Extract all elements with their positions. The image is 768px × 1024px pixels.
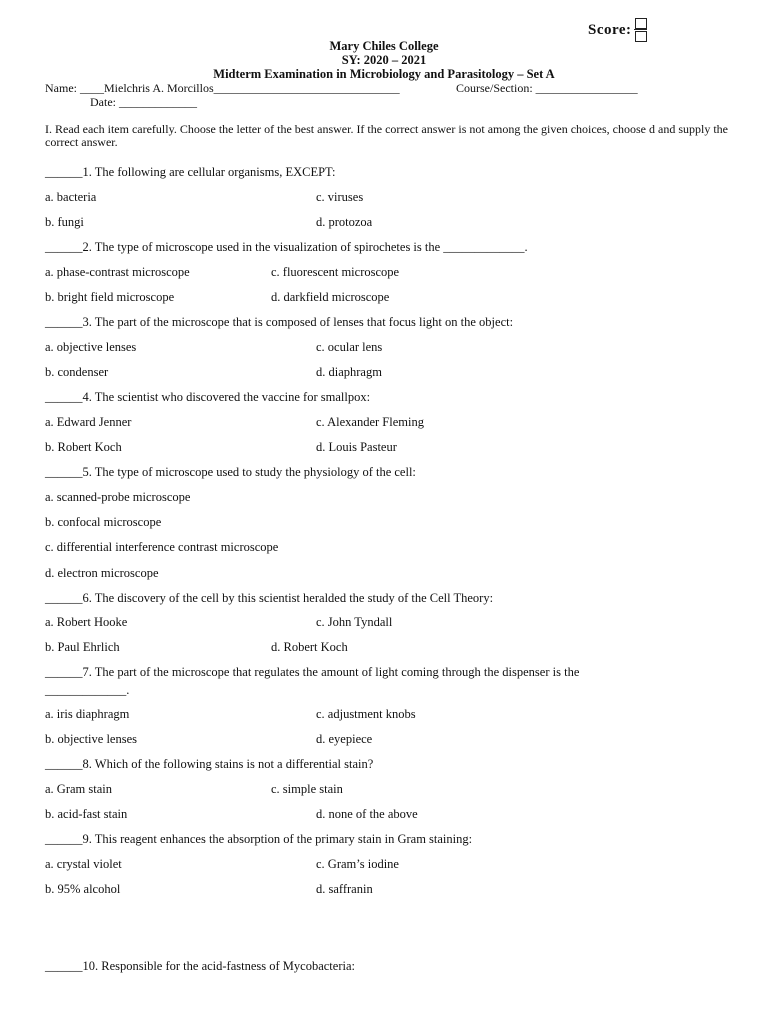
q6-choice-a: a. Robert Hooke [45, 615, 128, 629]
q6-choice-c: c. John Tyndall [316, 615, 393, 629]
q6-choice-b: b. Paul Ehrlich [45, 640, 120, 654]
q9-choice-d: d. saffranin [316, 882, 373, 896]
name-field: Name: ____Mielchris A. Morcillos_______________________________ [45, 81, 400, 95]
q8-choice-c: c. simple stain [271, 782, 343, 796]
q2-choice-a: a. phase-contrast microscope [45, 265, 190, 279]
question-10: ______10. Responsible for the acid-fastness of Mycobacteria: [45, 959, 355, 973]
q5-choice-a: a. scanned-probe microscope [45, 490, 191, 504]
q7-choice-c: c. adjustment knobs [316, 707, 416, 721]
question-5: ______5. The type of microscope used to study the physiology of the cell: [45, 465, 416, 479]
q1-choice-b: b. fungi [45, 215, 84, 229]
q5-choice-c: c. differential interference contrast microscope [45, 540, 279, 554]
q3-choice-a: a. objective lenses [45, 340, 137, 354]
q4-choice-c: c. Alexander Fleming [316, 415, 424, 429]
date-field: Date: _____________ [90, 95, 197, 109]
q1-choice-c: c. viruses [316, 190, 364, 204]
question-6: ______6. The discovery of the cell by this scientist heralded the study of the Cell Theory: [45, 591, 494, 605]
q8-choice-b: b. acid-fast stain [45, 807, 128, 821]
q4-choice-b: b. Robert Koch [45, 440, 122, 454]
q3-choice-c: c. ocular lens [316, 340, 383, 354]
q2-choice-b: b. bright field microscope [45, 290, 175, 304]
q5-choice-d: d. electron microscope [45, 566, 159, 580]
q3-choice-b: b. condenser [45, 365, 109, 379]
q9-choice-b: b. 95% alcohol [45, 882, 121, 896]
question-7: ______7. The part of the microscope that regulates the amount of light coming through the dispenser is the [45, 665, 580, 679]
q1-choice-a: a. bacteria [45, 190, 97, 204]
school-year: SY: 2020 – 2021 [341, 53, 427, 67]
q2-choice-d: d. darkfield microscope [271, 290, 390, 304]
q9-choice-a: a. crystal violet [45, 857, 122, 871]
question-7-blank: _____________. [45, 683, 130, 697]
q3-choice-d: d. diaphragm [316, 365, 382, 379]
question-3: ______3. The part of the microscope that is composed of lenses that focus light on the object: [45, 315, 514, 329]
q4-choice-d: d. Louis Pasteur [316, 440, 397, 454]
q8-choice-a: a. Gram stain [45, 782, 112, 796]
q9-choice-c: c. Gram’s iodine [316, 857, 399, 871]
score-label: Score: [588, 22, 632, 38]
q7-choice-d: d. eyepiece [316, 732, 373, 746]
q7-choice-b: b. objective lenses [45, 732, 137, 746]
school-name: Mary Chiles College [329, 39, 439, 53]
question-4: ______4. The scientist who discovered the vaccine for smallpox: [45, 390, 371, 404]
q5-choice-b: b. confocal microscope [45, 515, 162, 529]
question-2: ______2. The type of microscope used in the visualization of spirochetes is the _____________. [45, 240, 528, 254]
question-8: ______8. Which of the following stains is not a differential stain? [45, 757, 374, 771]
question-9: ______9. This reagent enhances the absorption of the primary stain in Gram staining: [45, 832, 473, 846]
course-section-field: Course/Section: _________________ [456, 81, 638, 95]
q8-choice-d: d. none of the above [316, 807, 418, 821]
exam-title: Midterm Examination in Microbiology and Parasitology – Set A [213, 67, 555, 81]
instructions: I. Read each item carefully. Choose the letter of the best answer. If the correct answer is not among the given choices, choose d and supply the correct answer. [45, 122, 728, 149]
q7-choice-a: a. iris diaphragm [45, 707, 130, 721]
question-1: ______1. The following are cellular organisms, EXCEPT: [45, 165, 336, 179]
q2-choice-c: c. fluorescent microscope [271, 265, 400, 279]
q6-choice-d: d. Robert Koch [271, 640, 348, 654]
q1-choice-d: d. protozoa [316, 215, 373, 229]
q4-choice-a: a. Edward Jenner [45, 415, 132, 429]
